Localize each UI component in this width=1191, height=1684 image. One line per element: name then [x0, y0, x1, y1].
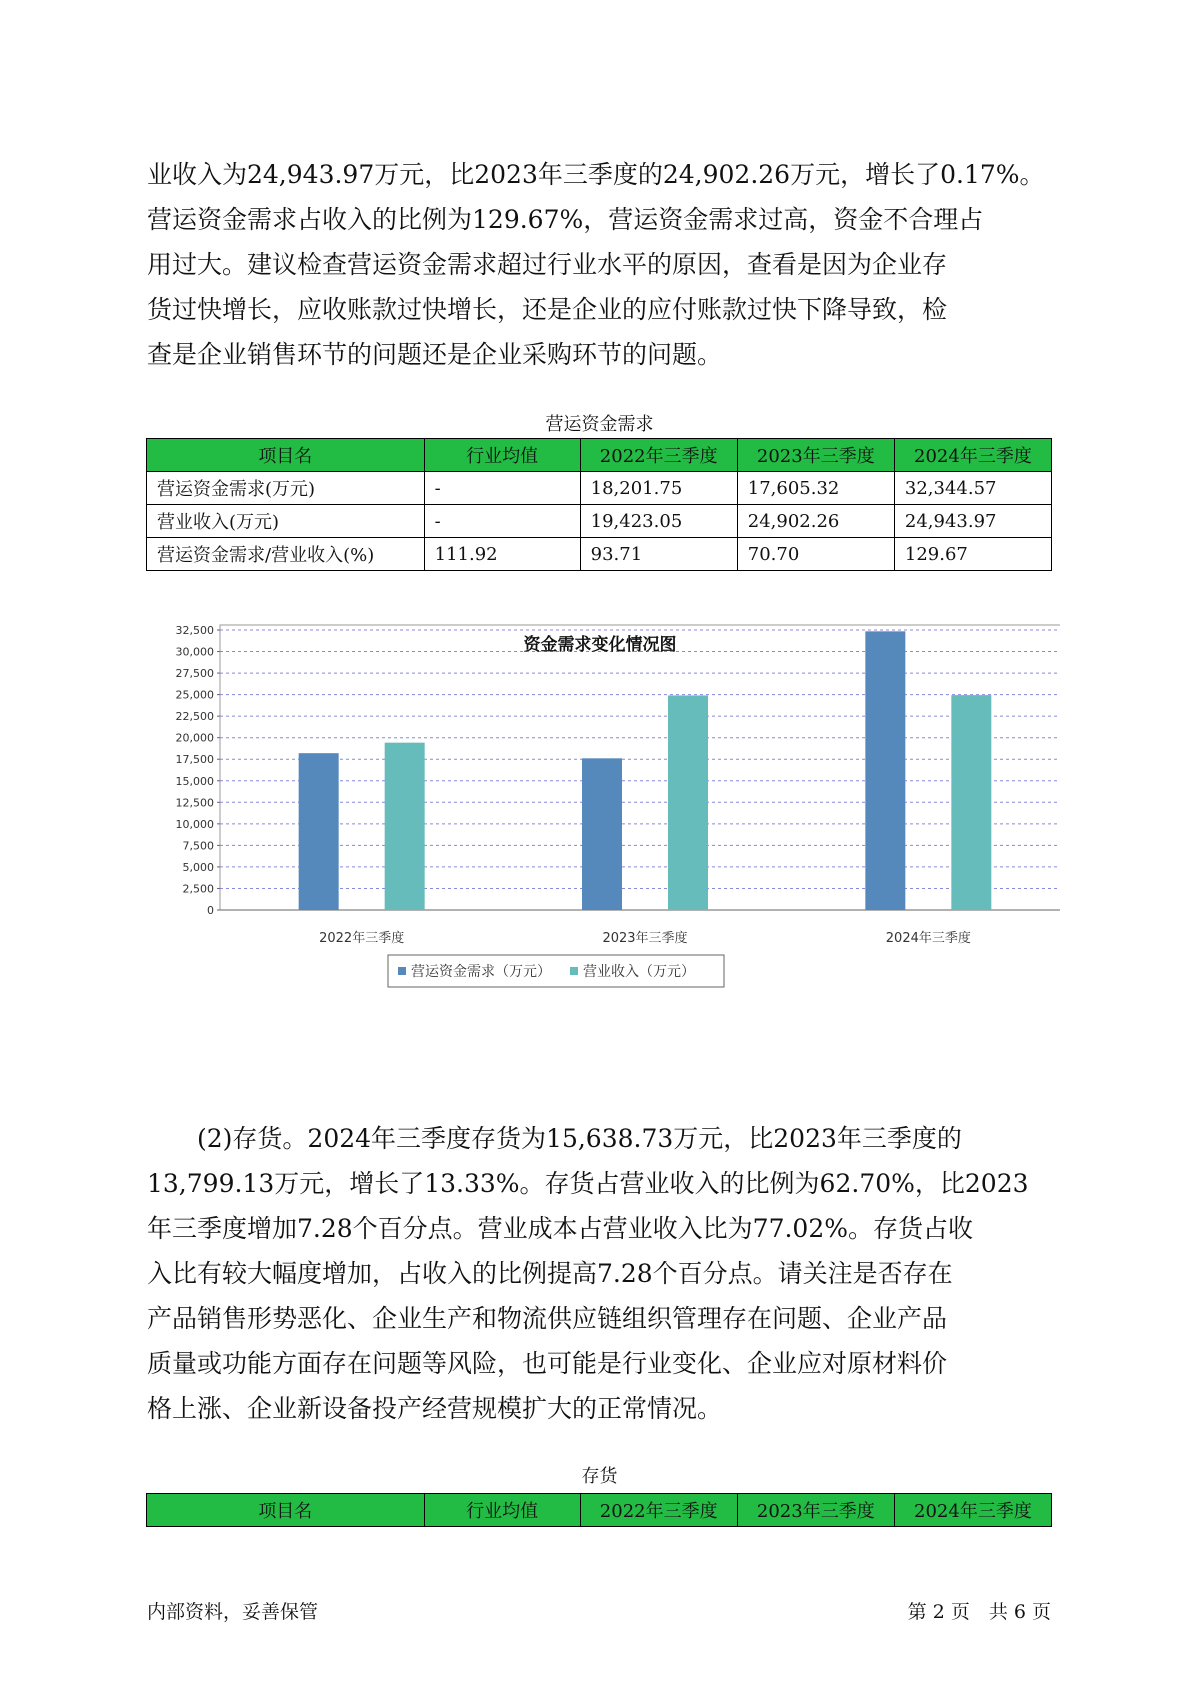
- table-cell: 24,902.26: [737, 505, 894, 538]
- table-cell: 24,943.97: [894, 505, 1051, 538]
- funding-demand-chart: [140, 615, 1060, 1075]
- paragraph-line: 营运资金需求占收入的比例为129.67%，营运资金需求过高，资金不合理占: [147, 205, 984, 234]
- inventory-table: [146, 1493, 1052, 1527]
- table-cell: 营运资金需求/营业收入(%): [147, 538, 425, 571]
- paragraph-line: 用过大。建议检查营运资金需求超过行业水平的原因，查看是因为企业存: [147, 250, 948, 279]
- header-cell: 项目名: [147, 1494, 425, 1527]
- y-tick-label: 32,500: [175, 624, 214, 637]
- x-tick-label: 2023年三季度: [602, 931, 688, 946]
- table-cell: 111.92: [424, 538, 580, 571]
- header-cell: 项目名: [147, 439, 425, 472]
- y-tick-label: 15,000: [175, 774, 214, 788]
- working-capital-table: [146, 438, 1052, 571]
- paragraph-line: 查是企业销售环节的问题还是企业采购环节的问题。: [147, 340, 723, 369]
- table-cell: 93.71: [580, 538, 737, 571]
- paragraph-line: 货过快增长，应收账款过快增长，还是企业的应付账款过快下降导致，检: [147, 295, 948, 324]
- footer-confidential-note: 内部资料，妥善保管: [147, 1601, 319, 1623]
- table-row: [147, 505, 1052, 538]
- x-tick-label: 2022年三季度: [319, 931, 405, 946]
- legend-swatch: [398, 967, 406, 975]
- paragraph-line: 年三季度增加7.28个百分点。营业成本占营业收入比为77.02%。存货占收: [147, 1214, 973, 1243]
- bar: [385, 743, 425, 910]
- table-header-row: [147, 1494, 1052, 1527]
- paragraph-line: 入比有较大幅度增加，占收入的比例提高7.28个百分点。请关注是否存在: [147, 1259, 953, 1288]
- legend-swatch: [570, 967, 578, 975]
- paragraph-line: 13,799.13万元，增长了13.33%。存货占营业收入的比例为62.70%，比2023: [147, 1169, 1029, 1198]
- footer-page-number: 第 2 页 共 6 页: [907, 1601, 1051, 1623]
- y-tick-label: 25,000: [175, 688, 214, 702]
- bar: [951, 695, 991, 910]
- table-cell: -: [424, 472, 580, 505]
- paragraph-line: (2)存货。2024年三季度存货为15,638.73万元，比2023年三季度的: [147, 1124, 962, 1153]
- y-tick-label: 22,500: [175, 710, 214, 724]
- y-tick-label: 30,000: [175, 645, 214, 659]
- paragraph-line: 格上涨、企业新设备投产经营规模扩大的正常情况。: [147, 1394, 723, 1423]
- chart-title: 资金需求变化情况图: [523, 635, 677, 655]
- header-cell: 2023年三季度: [737, 439, 894, 472]
- paragraph-line: 质量或功能方面存在问题等风险，也可能是行业变化、企业应对原材料价: [147, 1349, 948, 1378]
- table-cell: 70.70: [737, 538, 894, 571]
- header-cell: 行业均值: [424, 439, 580, 472]
- bar: [582, 758, 622, 910]
- y-tick-label: 0: [207, 904, 214, 917]
- table-caption: 存货: [581, 1466, 618, 1487]
- paragraph-inventory: [147, 1116, 1047, 1431]
- table-cell: 19,423.05: [580, 505, 737, 538]
- header-cell: 2022年三季度: [580, 439, 737, 472]
- legend-label: 营运资金需求（万元）: [411, 964, 551, 980]
- paragraph-working-capital: [147, 152, 1047, 377]
- header-cell: 2024年三季度: [894, 439, 1051, 472]
- y-tick-label: 7,500: [182, 839, 214, 853]
- header-cell: 行业均值: [424, 1494, 580, 1527]
- bar: [865, 631, 905, 910]
- table-cell: 营运资金需求(万元): [147, 472, 425, 505]
- y-tick-label: 20,000: [175, 731, 214, 745]
- paragraph-line: 产品销售形势恶化、企业生产和物流供应链组织管理存在问题、企业产品: [147, 1304, 948, 1333]
- y-tick-label: 27,500: [175, 667, 214, 681]
- header-cell: 2022年三季度: [580, 1494, 737, 1527]
- table-row: [147, 538, 1052, 571]
- table-cell: -: [424, 505, 580, 538]
- table-cell: 32,344.57: [894, 472, 1051, 505]
- x-tick-label: 2024年三季度: [885, 931, 971, 946]
- table-header-row: [147, 439, 1052, 472]
- table-caption: 营运资金需求: [545, 414, 654, 435]
- header-cell: 2024年三季度: [894, 1494, 1051, 1527]
- table-row: [147, 472, 1052, 505]
- y-tick-label: 10,000: [175, 817, 214, 831]
- table-cell: 18,201.75: [580, 472, 737, 505]
- header-cell: 2023年三季度: [737, 1494, 894, 1527]
- y-tick-label: 17,500: [175, 753, 214, 767]
- table-cell: 营业收入(万元): [147, 505, 425, 538]
- table-cell: 17,605.32: [737, 472, 894, 505]
- chart-svg: [140, 615, 1060, 1075]
- bar: [299, 753, 339, 910]
- table-cell: 129.67: [894, 538, 1051, 571]
- legend-label: 营业收入（万元）: [583, 964, 695, 980]
- y-tick-label: 12,500: [175, 796, 214, 810]
- paragraph-line: 业收入为24,943.97万元，比2023年三季度的24,902.26万元，增长了0.17%。: [147, 160, 1045, 189]
- y-tick-label: 5,000: [182, 860, 214, 874]
- y-tick-label: 2,500: [182, 882, 214, 896]
- bar: [668, 695, 708, 910]
